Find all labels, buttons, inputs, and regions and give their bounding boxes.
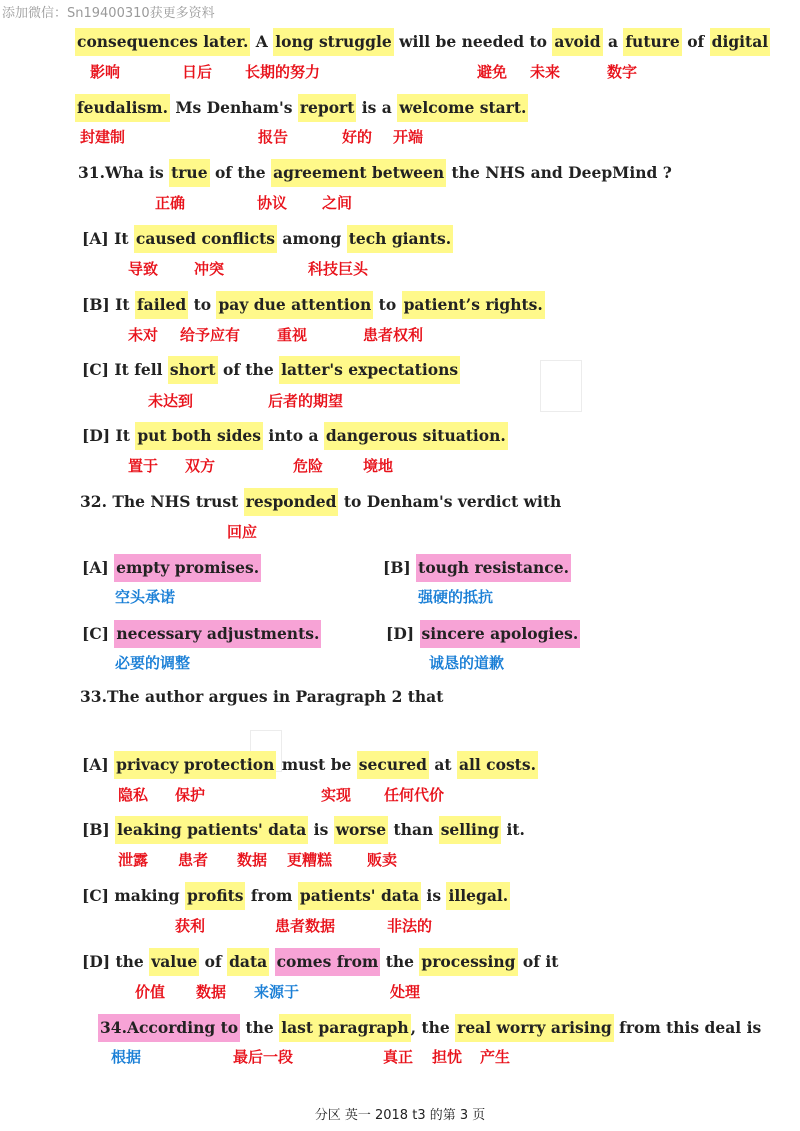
q33-option-a bbox=[82, 751, 538, 779]
translation-annotation: 未来 bbox=[530, 63, 561, 81]
translation-annotation: 非法的 bbox=[387, 917, 433, 935]
watermark-text: 添加微信：Sn19400310获更多资料 bbox=[2, 6, 215, 21]
plain-text: 32. The NHS trust bbox=[80, 492, 244, 511]
highlighted-phrase: selling bbox=[439, 816, 501, 844]
plain-text: the NHS and DeepMind ? bbox=[446, 163, 672, 182]
plain-text: [B] It bbox=[82, 295, 135, 314]
q31-option-d bbox=[82, 422, 508, 450]
translation-annotation: 必要的调整 bbox=[115, 654, 191, 672]
highlighted-phrase: latter's expectations bbox=[279, 356, 460, 384]
translation-annotation: 之间 bbox=[322, 194, 353, 212]
highlighted-phrase: long struggle bbox=[273, 28, 393, 56]
translation-annotation: 实现 bbox=[321, 786, 352, 804]
highlighted-phrase: put both sides bbox=[135, 422, 263, 450]
plain-text: [D] bbox=[386, 624, 420, 643]
q32-option-a bbox=[82, 554, 261, 582]
translation-annotation: 报告 bbox=[258, 128, 289, 146]
translation-annotation: 来源于 bbox=[254, 983, 300, 1001]
translation-annotation: 避免 bbox=[477, 63, 508, 81]
q32-option-c bbox=[82, 620, 321, 648]
highlighted-phrase: patients' data bbox=[298, 882, 421, 910]
plain-text: is bbox=[421, 886, 447, 905]
q31-option-c bbox=[82, 356, 460, 384]
translation-annotation: 泄露 bbox=[118, 851, 149, 869]
plain-text: must be bbox=[276, 755, 357, 774]
translation-annotation: 长期的努力 bbox=[245, 63, 321, 81]
plain-text: to bbox=[373, 295, 402, 314]
plain-text: [A] It bbox=[82, 229, 134, 248]
translation-annotation: 根据 bbox=[111, 1048, 142, 1066]
translation-annotation: 贩卖 bbox=[367, 851, 398, 869]
translation-annotation: 开端 bbox=[393, 128, 424, 146]
plain-text: of it bbox=[517, 952, 559, 971]
translation-annotation: 患者权利 bbox=[363, 326, 424, 344]
question-34 bbox=[98, 1014, 761, 1042]
translation-annotation: 双方 bbox=[185, 457, 216, 475]
q32-option-d bbox=[386, 620, 580, 648]
translation-annotation: 封建制 bbox=[80, 128, 126, 146]
highlighted-phrase: report bbox=[298, 94, 357, 122]
plain-text: to Denham's verdict with bbox=[338, 492, 562, 511]
translation-annotation: 后者的期望 bbox=[268, 392, 344, 410]
passage-line-2 bbox=[75, 94, 528, 122]
plain-text: of the bbox=[217, 360, 280, 379]
translation-annotation: 数据 bbox=[237, 851, 268, 869]
plain-text: from bbox=[245, 886, 298, 905]
plain-text: Ms Denham's bbox=[169, 98, 298, 117]
plain-text: is bbox=[308, 820, 334, 839]
translation-annotation: 保护 bbox=[175, 786, 206, 804]
highlighted-phrase: welcome start. bbox=[397, 94, 528, 122]
translation-annotation: 回应 bbox=[227, 523, 258, 541]
translation-annotation: 获利 bbox=[175, 917, 206, 935]
q31-option-a bbox=[82, 225, 453, 253]
highlighted-phrase: failed bbox=[135, 291, 188, 319]
q32-option-b bbox=[383, 554, 571, 582]
highlighted-phrase: short bbox=[168, 356, 218, 384]
plain-text: [C] It fell bbox=[82, 360, 168, 379]
translation-annotation: 给予应有 bbox=[180, 326, 241, 344]
plain-text: 33.The author argues in Paragraph 2 that bbox=[80, 687, 444, 706]
translation-annotation: 空头承诺 bbox=[115, 588, 176, 606]
translation-annotation: 未对 bbox=[128, 326, 159, 344]
plain-text: [C] bbox=[82, 624, 115, 643]
highlighted-phrase: last paragraph bbox=[279, 1014, 410, 1042]
plain-text: will be needed to bbox=[393, 32, 553, 51]
translation-annotation: 好的 bbox=[342, 128, 373, 146]
highlighted-phrase: privacy protection bbox=[114, 751, 276, 779]
translation-annotation: 重视 bbox=[277, 326, 308, 344]
plain-text: to bbox=[188, 295, 217, 314]
q33-option-d bbox=[82, 948, 558, 976]
plain-text: from this deal is bbox=[613, 1018, 762, 1037]
plain-text: , the bbox=[410, 1018, 456, 1037]
question-31 bbox=[78, 159, 672, 187]
plain-text: the bbox=[380, 952, 420, 971]
translation-annotation: 协议 bbox=[257, 194, 288, 212]
translation-annotation: 患者 bbox=[178, 851, 209, 869]
plain-text: is a bbox=[356, 98, 398, 117]
q33-option-c bbox=[82, 882, 510, 910]
highlighted-phrase: leaking patients' data bbox=[115, 816, 308, 844]
highlighted-phrase: secured bbox=[357, 751, 429, 779]
translation-annotation: 日后 bbox=[182, 63, 213, 81]
highlighted-phrase: data bbox=[227, 948, 269, 976]
highlighted-phrase: true bbox=[169, 159, 209, 187]
q33-option-b bbox=[82, 816, 525, 844]
scan-artifact bbox=[540, 360, 582, 412]
question-33 bbox=[80, 685, 443, 709]
highlighted-phrase: worse bbox=[334, 816, 388, 844]
plain-text: [B] bbox=[383, 558, 417, 577]
highlighted-phrase: 34.According to bbox=[98, 1014, 240, 1042]
plain-text: [A] bbox=[82, 558, 115, 577]
plain-text: [D] the bbox=[82, 952, 150, 971]
highlighted-phrase: sincere apologies. bbox=[420, 620, 581, 648]
translation-annotation: 导致 bbox=[128, 260, 159, 278]
plain-text: of bbox=[199, 952, 228, 971]
highlighted-phrase: necessary adjustments. bbox=[114, 620, 321, 648]
translation-annotation: 价值 bbox=[135, 983, 166, 1001]
plain-text: 31.Wha is bbox=[78, 163, 170, 182]
translation-annotation: 强硬的抵抗 bbox=[418, 588, 494, 606]
translation-annotation: 正确 bbox=[155, 194, 186, 212]
highlighted-phrase: dangerous situation. bbox=[324, 422, 508, 450]
translation-annotation: 置于 bbox=[128, 457, 159, 475]
translation-annotation: 产生 bbox=[480, 1048, 511, 1066]
translation-annotation: 冲突 bbox=[194, 260, 225, 278]
page-footer: 分区 英一 2018 t3 的第 3 页 bbox=[314, 1108, 486, 1123]
translation-annotation: 影响 bbox=[90, 63, 121, 81]
translation-annotation: 任何代价 bbox=[384, 786, 445, 804]
highlighted-phrase: avoid bbox=[552, 28, 602, 56]
highlighted-phrase: consequences later. bbox=[75, 28, 250, 56]
translation-annotation: 真正 bbox=[383, 1048, 414, 1066]
highlighted-phrase: patient’s rights. bbox=[402, 291, 545, 319]
highlighted-phrase: agreement between bbox=[271, 159, 446, 187]
highlighted-phrase: future bbox=[623, 28, 681, 56]
plain-text: [C] making bbox=[82, 886, 185, 905]
highlighted-phrase: comes from bbox=[275, 948, 381, 976]
highlighted-phrase: feudalism. bbox=[75, 94, 170, 122]
plain-text: [B] bbox=[82, 820, 116, 839]
highlighted-phrase: digital bbox=[710, 28, 771, 56]
plain-text: A bbox=[250, 32, 274, 51]
translation-annotation: 患者数据 bbox=[275, 917, 336, 935]
plain-text: of bbox=[681, 32, 710, 51]
q31-option-b bbox=[82, 291, 545, 319]
question-32 bbox=[80, 488, 561, 516]
plain-text: [D] It bbox=[82, 426, 136, 445]
plain-text: into a bbox=[263, 426, 324, 445]
highlighted-phrase: profits bbox=[185, 882, 246, 910]
highlighted-phrase: empty promises. bbox=[114, 554, 261, 582]
plain-text: than bbox=[388, 820, 439, 839]
translation-annotation: 数字 bbox=[607, 63, 638, 81]
highlighted-phrase: tough resistance. bbox=[416, 554, 571, 582]
plain-text: [A] bbox=[82, 755, 115, 774]
highlighted-phrase: tech giants. bbox=[347, 225, 453, 253]
translation-annotation: 未达到 bbox=[148, 392, 194, 410]
highlighted-phrase: real worry arising bbox=[455, 1014, 614, 1042]
highlighted-phrase: pay due attention bbox=[216, 291, 373, 319]
highlighted-phrase: value bbox=[149, 948, 199, 976]
passage-line-1 bbox=[75, 28, 770, 56]
translation-annotation: 更糟糕 bbox=[287, 851, 333, 869]
translation-annotation: 科技巨头 bbox=[308, 260, 369, 278]
highlighted-phrase: all costs. bbox=[457, 751, 538, 779]
translation-annotation: 境地 bbox=[363, 457, 394, 475]
plain-text: at bbox=[428, 755, 457, 774]
translation-annotation: 最后一段 bbox=[233, 1048, 294, 1066]
translation-annotation: 数据 bbox=[196, 983, 227, 1001]
plain-text: a bbox=[602, 32, 624, 51]
translation-annotation: 隐私 bbox=[118, 786, 149, 804]
plain-text: among bbox=[277, 229, 347, 248]
highlighted-phrase: caused conflicts bbox=[134, 225, 277, 253]
plain-text: the bbox=[240, 1018, 280, 1037]
plain-text: of the bbox=[209, 163, 272, 182]
highlighted-phrase: illegal. bbox=[446, 882, 510, 910]
plain-text: it. bbox=[501, 820, 525, 839]
translation-annotation: 担忧 bbox=[432, 1048, 463, 1066]
translation-annotation: 危险 bbox=[293, 457, 324, 475]
highlighted-phrase: responded bbox=[244, 488, 339, 516]
highlighted-phrase: processing bbox=[419, 948, 517, 976]
translation-annotation: 诚恳的道歉 bbox=[429, 654, 505, 672]
translation-annotation: 处理 bbox=[390, 983, 421, 1001]
